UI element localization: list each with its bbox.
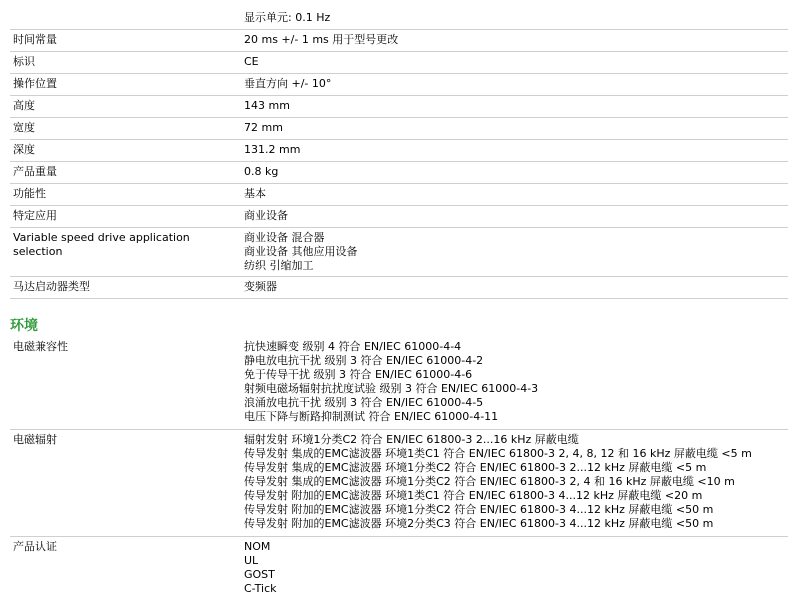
emc-value-line: 抗快速瞬变 级别 4 符合 EN/IEC 61000-4-4 [244, 340, 462, 353]
emission-value-line: 传导发射 附加的EMC滤波器 环境1分类C2 符合 EN/IEC 61800-3 4...12 kHz 屏蔽电缆 <50 m [244, 503, 714, 516]
row-label: 高度 [13, 99, 35, 112]
row-value [244, 337, 788, 429]
table-row [10, 74, 788, 96]
row-label: 马达启动器类型 [13, 280, 90, 293]
table-row [10, 206, 788, 228]
emission-value-line: 传导发射 附加的EMC滤波器 环境2分类C3 符合 EN/IEC 61800-3 4...12 kHz 屏蔽电缆 <50 m [244, 517, 714, 530]
vsd-value-line: 商业设备 其他应用设备 [244, 245, 358, 258]
row-value: 0.8 kg [244, 165, 279, 178]
section-title-environment: 环境 [10, 318, 38, 334]
emc-value-line: 静电放电抗干扰 级别 3 符合 EN/IEC 61000-4-2 [244, 354, 484, 367]
emission-value-line: 传导发射 集成的EMC滤波器 环境1分类C2 符合 EN/IEC 61800-3 2, 4 和 16 kHz 屏蔽电缆 <10 m [244, 475, 735, 488]
cert-value-line: NOM [244, 540, 271, 553]
display-unit-value: 显示单元: 0.1 Hz [244, 11, 331, 24]
row-value: 基本 [244, 187, 266, 200]
table-row [10, 140, 788, 162]
row-label: 宽度 [13, 121, 35, 134]
table-row [10, 162, 788, 184]
environment-table [10, 337, 788, 601]
emc-value-line: 电压下降与断路抑制测试 符合 EN/IEC 61000-4-11 [244, 410, 499, 423]
row-label: 产品重量 [13, 165, 57, 178]
row-label: 产品认证 [13, 540, 57, 553]
emission-value-line: 传导发射 集成的EMC滤波器 环境1类C1 符合 EN/IEC 61800-3 2, 4, 8, 12 和 16 kHz 屏蔽电缆 <5 m [244, 447, 752, 460]
row-value [244, 430, 788, 536]
row-value: 变频器 [244, 280, 277, 293]
table-row [10, 228, 788, 277]
table-row [10, 277, 788, 299]
row-value: CE [244, 55, 259, 68]
vsd-value-line: 商业设备 混合器 [244, 231, 325, 244]
row-value [244, 537, 788, 601]
row-label [10, 8, 244, 29]
row-label: 功能性 [13, 187, 46, 200]
table-row [10, 537, 788, 601]
row-value: 143 mm [244, 99, 290, 112]
table-row [10, 96, 788, 118]
row-value: 20 ms +/- 1 ms 用于型号更改 [244, 33, 399, 46]
vsd-value-line: 纺织 引缩加工 [244, 259, 314, 272]
row-value [244, 228, 788, 276]
emc-value-line: 浪涌放电抗干扰 级别 3 符合 EN/IEC 61000-4-5 [244, 396, 484, 409]
row-label: 深度 [13, 143, 35, 156]
table-row [10, 118, 788, 140]
row-label: 电磁辐射 [13, 433, 57, 446]
row-value: 商业设备 [244, 209, 288, 222]
table-row [10, 184, 788, 206]
cert-value-line: GOST [244, 568, 275, 581]
row-value: 72 mm [244, 121, 283, 134]
row-label [10, 228, 244, 276]
row-label: 操作位置 [13, 77, 57, 90]
product-spec-table [10, 8, 788, 299]
table-row [10, 8, 788, 30]
emission-value-line: 传导发射 集成的EMC滤波器 环境1分类C2 符合 EN/IEC 61800-3 2...12 kHz 屏蔽电缆 <5 m [244, 461, 707, 474]
vsd-label-line: selection [13, 245, 63, 258]
row-label: 时间常量 [13, 33, 57, 46]
emc-value-line: 免于传导干扰 级别 3 符合 EN/IEC 61000-4-6 [244, 368, 473, 381]
row-label: 电磁兼容性 [13, 340, 68, 353]
row-label: 标识 [13, 55, 35, 68]
row-value: 131.2 mm [244, 143, 301, 156]
row-label: 特定应用 [13, 209, 57, 222]
cert-value-line: C-Tick [244, 582, 277, 595]
cert-value-line: UL [244, 554, 259, 567]
emission-value-line: 传导发射 附加的EMC滤波器 环境1类C1 符合 EN/IEC 61800-3 4...12 kHz 屏蔽电缆 <20 m [244, 489, 703, 502]
row-value: 垂直方向 +/- 10° [244, 77, 332, 90]
emc-value-line: 射频电磁场辐射抗扰度试验 级别 3 符合 EN/IEC 61000-4-3 [244, 382, 539, 395]
table-row [10, 430, 788, 537]
vsd-label-line: Variable speed drive application [13, 231, 190, 244]
table-row [10, 30, 788, 52]
table-row [10, 337, 788, 430]
table-row [10, 52, 788, 74]
emission-value-line: 辐射发射 环境1分类C2 符合 EN/IEC 61800-3 2...16 kHz 屏蔽电缆 [244, 433, 579, 446]
